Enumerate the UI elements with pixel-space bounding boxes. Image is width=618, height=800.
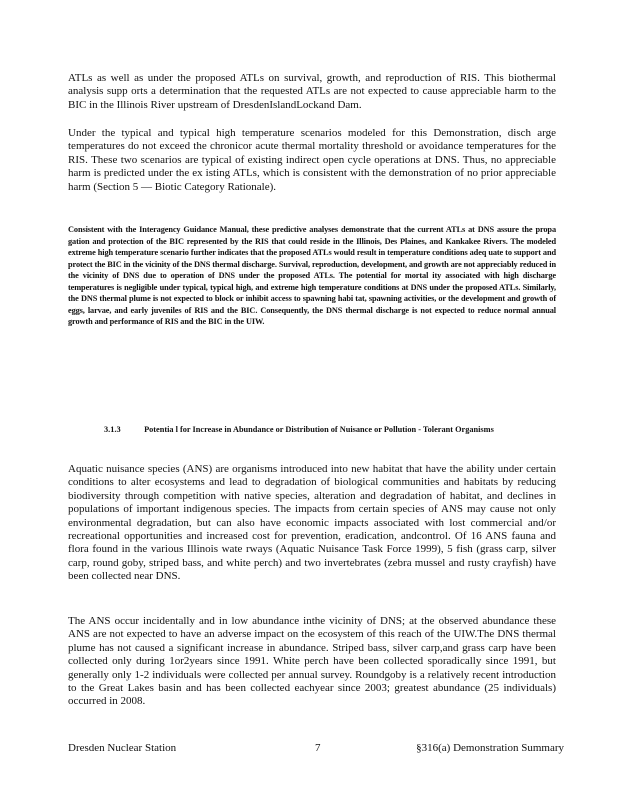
paragraph-biothermal-analysis: ATLs as well as under the proposed ATLs on survival, growth, and reproduction of RIS. This biothermal analysis supp orts a determination that the requested ATLs are not expected to cause appreciable harm to the BIC in the Illinois River upstream of DresdenIslandLockand Dam.	[68, 72, 556, 111]
paragraph-typical-scenarios: Under the typical and typical high temperature scenarios modeled for this Demonstration, disch arge temperatures do not exceed the chronicor acute thermal mortality threshold or avoidance temperatures for the RIS. These two scenarios are typical of existing indirect open cycle operations at DNS. Thus, no appreciable harm is predicted under the ex isting ATLs, which is consistent with the demonstration of no prior appreciable harm (Section 5 — Biotic Category Rationale).	[68, 127, 556, 193]
paragraph-interagency-guidance: Consistent with the Interagency Guidance Manual, these predictive analyses demonstrate that the current ATLs at DNS assure the propa gation and protection of the BIC represented by the RIS that could reside in the Illinois, Des Plaines, and Kankakee Rivers. The modeled extreme high temperature scenario further indicates that the proposed ATLs would result in temperature conditions adeq uate to support and protect the BIC in the vicinity of the DNS thermal discharge. Survival, reproduction, development, and growth are not appreciably reduced in the vicinity of DNS due to operation of DNS under the proposed ATLs. The potential for mortal ity associated with high discharge temperatures is negligible under typical, typical high, and extreme high temperature conditions at DNS under the proposed ATLs. Similarly, the DNS thermal plume is not expected to block or inhibit access to spawning habi tat, spawning activities, or the development and growth of eggs, larvae, and early juveniles of RIS and the BIC. Consequently, the DNS thermal discharge is not expected to reduce normal annual growth and performance of RIS and the BIC in the UIW.	[68, 225, 556, 326]
section-heading	[68, 424, 556, 436]
footer-station-name: Dresden Nuclear Station	[68, 742, 177, 754]
page-footer	[68, 742, 564, 756]
section-title: Potentia l for Increase in Abundance or Distribution of Nuisance or Pollution - Tolerant Organisms	[144, 425, 494, 434]
section-number: 3.1.3	[104, 425, 121, 434]
footer-page-number: 7	[315, 742, 321, 754]
footer-document-title: §316(a) Demonstration Summary	[416, 742, 564, 754]
paragraph-ans-occurrence: The ANS occur incidentally and in low abundance inthe vicinity of DNS; at the observed abundance these ANS are not expected to have an adverse impact on the ecosystem of this reach of the UIW.The DNS thermal plume has not caused a significant increase in abundance. Striped bass, silver carp,and grass carp have been collected only during 1or2years since 1991. White perch have been collected sporadically since 1991, but generally only 1-2 individuals were collected per annual survey. Roundgoby is a relatively recent introduction to the Great Lakes basin and has been collected eachyear since 2003; greatest abundance (25 individuals) occurred in 2008.	[68, 615, 556, 708]
paragraph-aquatic-nuisance-species: Aquatic nuisance species (ANS) are organisms introduced into new habitat that have the ability under certain conditions to alter ecosystems and lead to degradation of biological communities and habitats by reducing biodiversity through competition with native species, alteration and degradation of habitat, and declines in populations of important indigenous species. The impacts from certain species of ANS may cause not only environmental degradation, but can also have economic impacts associated with lost commercial and/or recreational opportunities and increased cost for prevention, eradication, andcontrol. Of 16 ANS fauna and flora found in the various Illinois wate rways (Aquatic Nuisance Task Force 1999), 5 fish (grass carp, silver carp, round goby, striped bass, and white perch) and two invertebrates (zebra mussel and rusty crayfish) have been collected near DNS.	[68, 463, 556, 583]
